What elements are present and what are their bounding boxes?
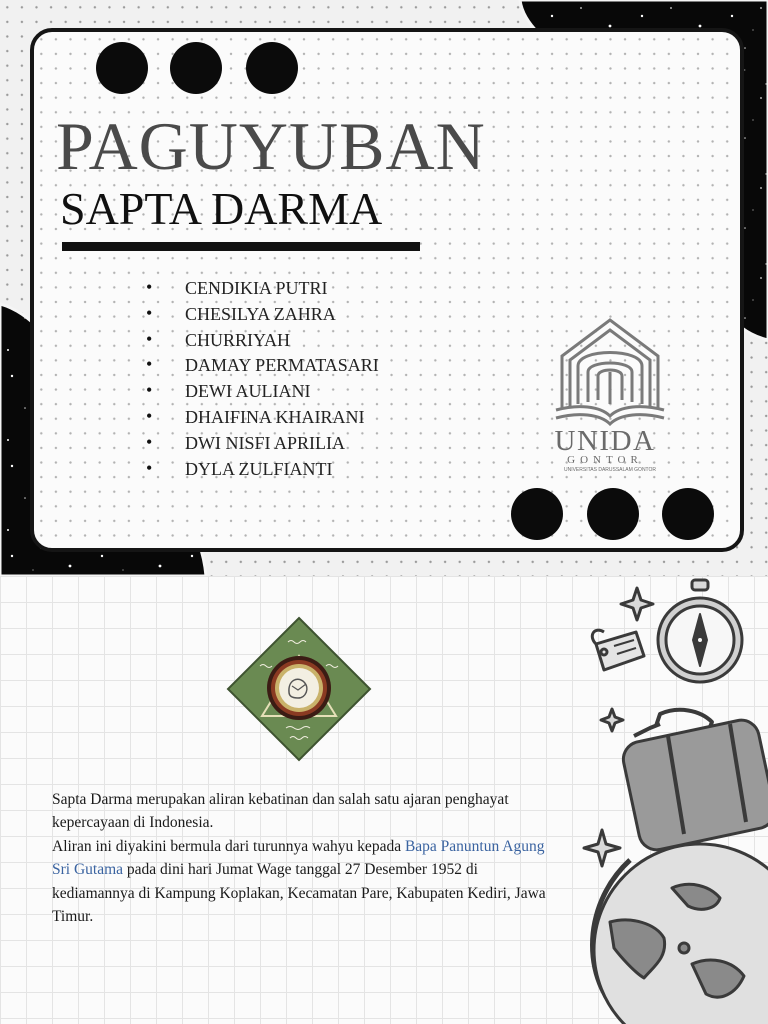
logo-caption: UNIVERSITAS DARUSSALAM GONTOR bbox=[563, 467, 657, 472]
member-item: • DHAIFINA KHAIRANI bbox=[146, 405, 379, 431]
member-item: • DAMAY PERMATASARI bbox=[146, 353, 379, 379]
compass-icon bbox=[658, 580, 742, 682]
title-underline bbox=[62, 242, 420, 251]
logo-name: UNIDA bbox=[554, 425, 656, 457]
member-item: • DEWI AULIANI bbox=[146, 379, 379, 405]
member-item: • CENDIKIA PUTRI bbox=[146, 276, 379, 302]
travel-decoration bbox=[560, 576, 768, 1024]
title-line-2: SAPTA DARMA bbox=[60, 183, 383, 234]
member-item: • CHURRIYAH bbox=[146, 328, 379, 354]
luggage-tag-icon bbox=[592, 630, 644, 670]
title-line-1: PAGUYUBAN bbox=[56, 108, 486, 184]
decorative-circle bbox=[246, 42, 298, 94]
description-sentence-2-start: Aliran ini diyakini bermula dari turunnya wahyu kepada bbox=[52, 837, 405, 855]
unida-gontor-logo bbox=[548, 312, 678, 472]
description-slide bbox=[0, 576, 768, 1024]
highlighted-name-link[interactable]: Bapa Panuntun Agung Sri Gutama bbox=[52, 837, 545, 879]
description-paragraph bbox=[52, 788, 552, 928]
decorative-circle bbox=[96, 42, 148, 94]
decorative-circle bbox=[587, 488, 639, 540]
decorative-circle bbox=[662, 488, 714, 540]
member-item: • CHESILYA ZAHRA bbox=[146, 302, 379, 328]
description-sentence-2-end: pada dini hari Jumat Wage tanggal 27 Desember 1952 di kediamannya di Kampung Koplakan, Kecamatan Pare, Kabupaten Kediri, Jawa Timur. bbox=[52, 861, 546, 926]
decorative-circle bbox=[511, 488, 563, 540]
globe-icon bbox=[593, 844, 768, 1024]
sparkle-icon bbox=[584, 830, 620, 866]
decorative-circle bbox=[170, 42, 222, 94]
sparkle-icon bbox=[601, 709, 623, 731]
sapta-darma-emblem bbox=[226, 616, 372, 762]
title-card bbox=[30, 28, 744, 552]
member-list bbox=[146, 276, 379, 482]
member-item: • DYLA ZULFIANTI bbox=[146, 457, 379, 483]
logo-sub: GONTOR bbox=[567, 454, 643, 466]
suitcase-icon bbox=[620, 710, 768, 853]
sparkle-icon bbox=[621, 588, 653, 620]
member-item: • DWI NISFI APRILIA bbox=[146, 431, 379, 457]
description-sentence-1: Sapta Darma merupakan aliran kebatinan dan salah satu ajaran penghayat kepercayaan di Indonesia. bbox=[52, 791, 509, 832]
